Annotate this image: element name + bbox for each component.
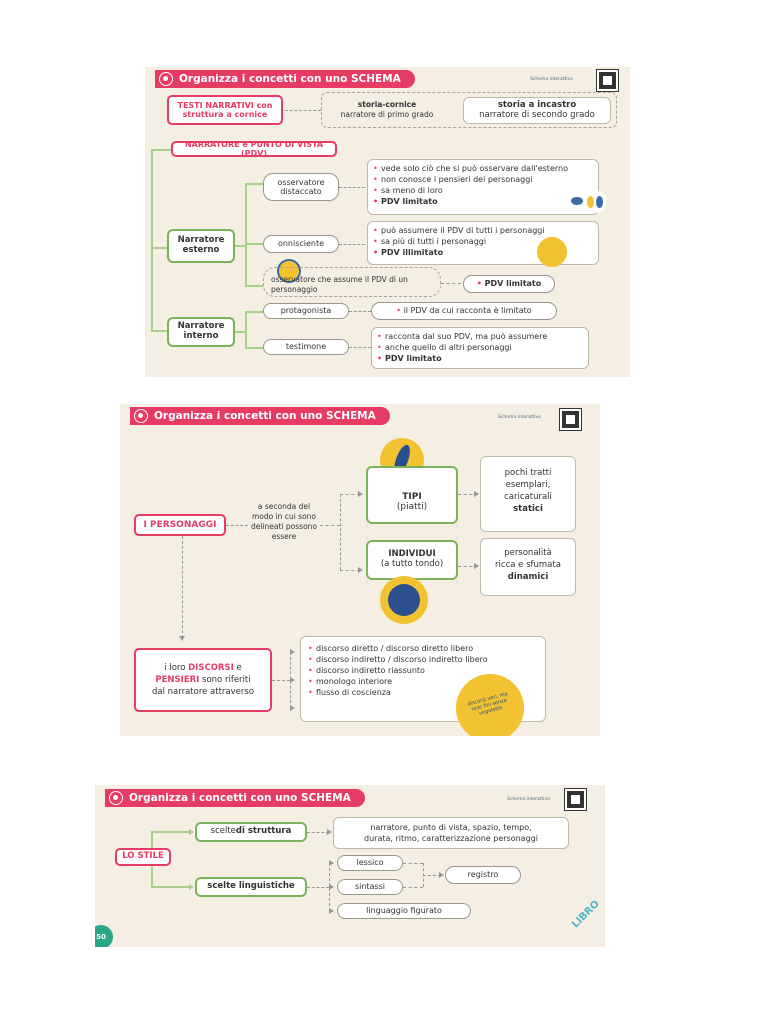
bullet-item: • sa meno di loro [373, 185, 593, 196]
testimone-bullets [377, 331, 583, 364]
interactive-label[interactable]: Schema interattivo [530, 77, 573, 82]
connector-line [245, 347, 263, 349]
connector-line [403, 887, 423, 888]
connector-line [285, 110, 321, 111]
arrow-icon [329, 908, 334, 914]
testimone-desc-box [371, 327, 589, 369]
arrow-icon [439, 872, 444, 878]
connector-line [340, 570, 360, 571]
osservatore-bullets [373, 163, 593, 207]
connector-line [307, 832, 329, 833]
schema-panel-narratore [145, 67, 630, 377]
connector-line [151, 866, 153, 887]
qr-code-icon[interactable] [565, 789, 586, 810]
storia-incastro-box: storia a incastro narratore di secondo grado [463, 97, 611, 124]
logo-icon [134, 409, 148, 423]
personaggi-box: I PERSONAGGI [134, 514, 226, 536]
connector-line [245, 285, 263, 287]
panel-header: Organizza i concetti con uno SCHEMA [105, 789, 365, 807]
connector-line [151, 886, 191, 888]
arrow-icon [189, 884, 194, 890]
linguaggio-figurato-box: linguaggio figurato [337, 903, 471, 919]
bullet-item: • PDV illimitato [373, 247, 593, 258]
connector-line [320, 525, 340, 526]
connector-line [349, 311, 371, 312]
tipi-desc-box: pochi tratti esemplari, caricaturali statici [480, 456, 576, 532]
bullet-item: • PDV limitato [377, 353, 583, 364]
interactive-label[interactable]: Schema interattivo [498, 415, 541, 420]
arrow-icon [474, 563, 479, 569]
interactive-label[interactable]: Schema interattivo [507, 797, 550, 802]
individui-illustration [380, 576, 428, 624]
osservatore-distaccato-box: osservatore distaccato [263, 173, 339, 201]
connector-line [151, 149, 153, 331]
arrow-icon [290, 677, 295, 683]
bullet-item: • discorso indiretto / discorso indiretto libero [308, 654, 538, 665]
panel-header: Organizza i concetti con uno SCHEMA [130, 407, 390, 425]
osservatore-assume-outline [263, 267, 441, 297]
bullet-item: • discorso indiretto riassunto [308, 665, 538, 676]
schema-panel-stile [95, 785, 605, 947]
testimone-box: testimone [263, 339, 349, 355]
connector-line [340, 494, 341, 570]
bullet-item: • vede solo ciò che si può osservare dall'esterno [373, 163, 593, 174]
arrow-icon [189, 829, 194, 835]
logo-icon [109, 791, 123, 805]
bullet-item: • discorso diretto / discorso diretto libero [308, 643, 538, 654]
individui-box: INDIVIDUI (a tutto tondo) [366, 540, 458, 580]
pdv-limitato-box: • PDV limitato [463, 275, 555, 293]
connector-line [245, 243, 263, 245]
storia-cornice: storia-cornice narratore di primo grado [340, 100, 434, 119]
lo-stile-box: LO STILE [115, 848, 171, 866]
connector-line [182, 536, 183, 638]
pdv-header-box: NARRATORE e PUNTO DI VISTA (PDV) [171, 141, 337, 157]
arrow-icon [290, 705, 295, 711]
connector-line [245, 183, 247, 287]
bullet-item: • PDV limitato [373, 196, 593, 207]
arrow-down-icon [179, 636, 185, 641]
libro-corner-label: LIBRO [570, 898, 602, 931]
narratore-interno-box: Narratore interno [167, 317, 235, 347]
sintassi-box: sintassi [337, 879, 403, 895]
struttura-desc-box: narratore, punto di vista, spazio, tempo, durata, ritmo, caratterizzazione personaggi [333, 817, 569, 849]
arrow-icon [358, 491, 363, 497]
connector-line [245, 311, 247, 349]
page-number-badge: 50 [95, 925, 113, 947]
scelte-linguistiche-box: scelte linguistiche [195, 877, 307, 897]
connector-line [151, 330, 167, 332]
bullet-item: • non conosce i pensieri dei personaggi [373, 174, 593, 185]
panel-header: Organizza i concetti con uno SCHEMA [155, 70, 415, 88]
connector-line [339, 187, 365, 188]
protagonista-desc-box: • il PDV da cui racconta è limitato [371, 302, 557, 320]
scelte-struttura-box: scelte di struttura [195, 822, 307, 842]
connector-line [151, 831, 153, 848]
lessico-box: lessico [337, 855, 403, 871]
connector-line [441, 283, 461, 284]
connector-line [245, 311, 263, 313]
registro-box: registro [445, 866, 521, 884]
logo-icon [159, 72, 173, 86]
individui-desc-box: personalità ricca e sfumata dinamici [480, 538, 576, 596]
narratore-esterno-box: Narratore esterno [167, 229, 235, 263]
arrow-icon [290, 649, 295, 655]
testi-narrativi-box: TESTI NARRATIVI con struttura a cornice [167, 95, 283, 125]
arrow-icon [327, 829, 332, 835]
connector-line [272, 680, 290, 681]
qr-code-icon[interactable] [597, 70, 618, 91]
tipi-box: TIPI (piatti) [366, 466, 458, 524]
discorsi-box: i loro DISCORSI e PENSIERI sono riferiti dal narratore attraverso [134, 648, 272, 712]
bullet-item: • anche quello di altri personaggi [377, 342, 583, 353]
bullet-item: • flusso di coscienza [308, 687, 538, 698]
connector-line [151, 247, 167, 249]
protagonista-box: protagonista [263, 303, 349, 319]
connector-line [340, 494, 360, 495]
connector-line [245, 183, 263, 185]
osservatore-assume-label: osservatore che assume il PDV di un personaggio [271, 275, 408, 294]
eye-people-icon [569, 191, 607, 213]
bullet-item: • può assumere il PDV di tutti i personaggi [373, 225, 593, 236]
arrow-icon [329, 884, 334, 890]
connector-line [151, 831, 191, 833]
onnisciente-box: onnisciente [263, 235, 339, 253]
discorsi-badge: discorsi veri, ma rese fini senza virgolette [448, 666, 531, 736]
arrow-icon [358, 567, 363, 573]
bullet-item: • racconta dal suo PDV, ma può assumere [377, 331, 583, 342]
connector-line [226, 525, 248, 526]
connector-line [151, 149, 171, 151]
bullet-item: • monologo interiore [308, 676, 538, 687]
bullet-item: • sa più di tutti i personaggi [373, 236, 593, 247]
arrow-icon [474, 491, 479, 497]
arrow-icon [329, 860, 334, 866]
connector-line [349, 347, 371, 348]
connector-line [307, 887, 329, 888]
connector-text: a seconda del modo in cui sono delineati possono essere [250, 502, 317, 541]
omniscient-icon [537, 237, 567, 267]
qr-code-icon[interactable] [560, 409, 581, 430]
connector-line [403, 863, 423, 864]
schema-panel-personaggi [120, 404, 600, 736]
osservatore-desc-box [367, 159, 599, 215]
connector-line [339, 244, 365, 245]
